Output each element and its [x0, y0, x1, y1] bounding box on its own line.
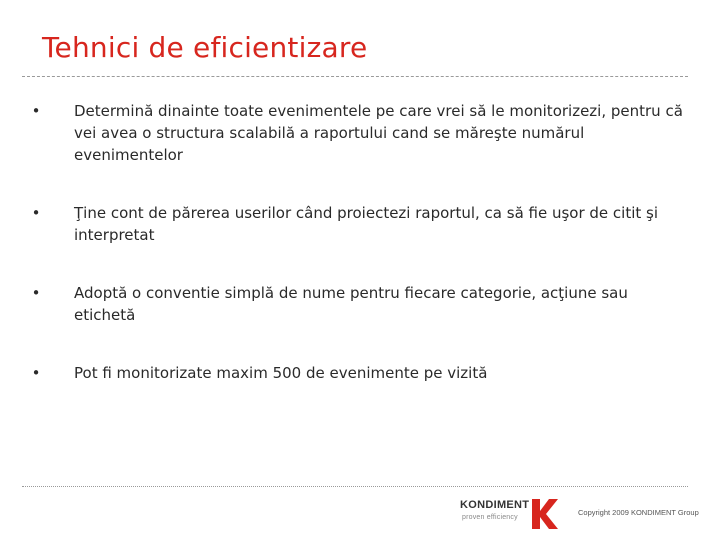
bullet-text: Pot fi monitorizate maxim 500 de evenimente pe vizită: [74, 364, 488, 382]
bullet-text: Adoptă o conventie simplă de nume pentru fiecare categorie, acţiune sau etichetă: [74, 284, 628, 324]
bullet-item: [30, 362, 690, 384]
kondiment-logo: [460, 497, 560, 531]
bullet-list: [30, 100, 690, 420]
footer-divider: [22, 486, 688, 487]
logo-tagline: proven efficiency: [462, 514, 518, 521]
slide-title: Tehnici de eficientizare: [42, 31, 368, 64]
bullet-marker: •: [31, 364, 41, 382]
bullet-item: [30, 100, 690, 166]
bullet-marker: •: [31, 102, 41, 120]
bullet-text: Determină dinainte toate evenimentele pe care vrei să le monitorizezi, pentru că vei avea o structura scalabilă a raportului cand se măreşte numărul evenimentelor: [74, 102, 683, 164]
copyright-text: Copyright 2009 KONDIMENT Group: [578, 508, 699, 517]
title-divider: [22, 76, 688, 77]
logo-wordmark: KONDIMENT: [460, 499, 530, 511]
kondiment-k-logo-icon: [530, 497, 560, 531]
bullet-marker: •: [31, 204, 41, 222]
bullet-marker: •: [31, 284, 41, 302]
bullet-item: [30, 202, 690, 246]
bullet-item: [30, 282, 690, 326]
bullet-text: Ţine cont de părerea userilor când proiectezi raportul, ca să fie uşor de citit şi interpretat: [74, 204, 659, 244]
